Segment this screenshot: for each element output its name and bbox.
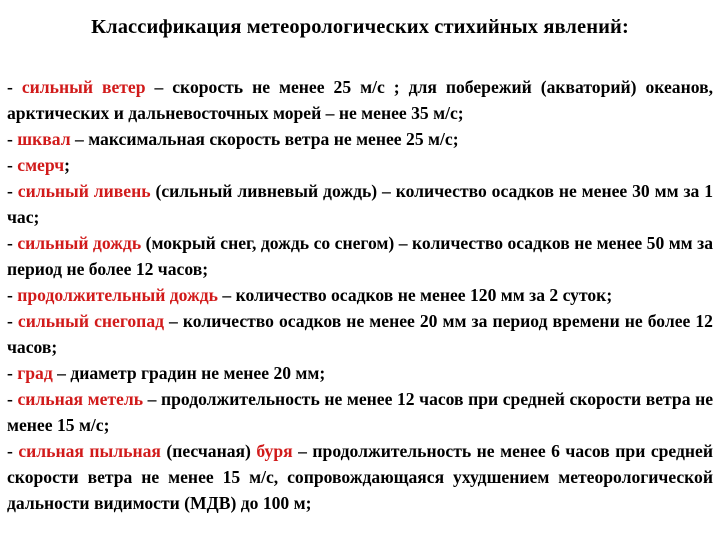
- phenomenon-term: смерч: [17, 155, 65, 175]
- phenomena-list: [7, 74, 713, 516]
- phenomenon-term: сильный снегопад: [17, 311, 165, 331]
- list-item: [7, 178, 713, 230]
- phenomenon-term: сильная пыльная: [18, 441, 161, 461]
- list-bullet: -: [7, 363, 18, 383]
- phenomenon-criteria: – продолжительность не менее 12 часов при средней скорости ветра не менее 15 м/с;: [7, 389, 714, 435]
- list-item: [7, 230, 713, 282]
- phenomenon-term: сильный ветер: [21, 77, 146, 97]
- list-item: [7, 386, 713, 438]
- list-item: [7, 282, 713, 308]
- phenomenon-term: сильная метель: [17, 389, 144, 409]
- phenomenon-term: буря: [256, 441, 293, 461]
- phenomenon-term: продолжительный дождь: [17, 285, 218, 305]
- list-item: [7, 74, 713, 126]
- list-item: [7, 360, 713, 386]
- list-bullet: -: [7, 129, 18, 149]
- phenomenon-criteria: (мокрый снег, дождь со снегом) – количество осадков не менее 50 мм за период не более 12 часов;: [7, 233, 713, 279]
- phenomenon-term: сильный ливень: [17, 181, 151, 201]
- list-bullet: -: [7, 155, 18, 175]
- phenomenon-criteria: – скорость не менее 25 м/с ; для побережий (акваторий) океанов, арктических и дальневосточных морей – не менее 35 м/с;: [7, 77, 713, 123]
- list-item: [7, 308, 713, 360]
- list-bullet: -: [7, 441, 19, 461]
- list-bullet: -: [7, 77, 22, 97]
- list-item: [7, 152, 713, 178]
- phenomenon-term: град: [17, 363, 53, 383]
- page-title: Классификация метеорологических стихийных явлений:: [91, 16, 629, 38]
- list-item: [7, 438, 713, 516]
- list-bullet: -: [7, 285, 18, 305]
- list-item: [7, 126, 713, 152]
- phenomenon-criteria: ;: [64, 155, 70, 175]
- phenomenon-term: сильный дождь: [17, 233, 142, 253]
- phenomenon-criteria: – количество осадков не менее 20 мм за период времени не более 12 часов;: [7, 311, 713, 357]
- list-bullet: -: [7, 389, 18, 409]
- phenomenon-criteria: – диаметр градин не менее 20 мм;: [52, 363, 326, 383]
- phenomenon-criteria: (песчаная): [160, 441, 257, 461]
- phenomenon-term: шквал: [17, 129, 71, 149]
- phenomenon-criteria: (сильный ливневый дождь) – количество осадков не менее 30 мм за 1 час;: [7, 181, 714, 227]
- list-bullet: -: [7, 181, 18, 201]
- list-bullet: -: [7, 311, 18, 331]
- phenomenon-criteria: – максимальная скорость ветра не менее 25 м/с;: [70, 129, 459, 149]
- list-bullet: -: [7, 233, 18, 253]
- phenomenon-criteria: – количество осадков не менее 120 мм за 2 суток;: [217, 285, 613, 305]
- phenomenon-criteria: – продолжительность не менее 6 часов при средней скорости ветра не менее 15 м/с, сопровождающаяся ухудшением метеорологической дальности видимости (МДВ) до 100 м;: [7, 441, 713, 513]
